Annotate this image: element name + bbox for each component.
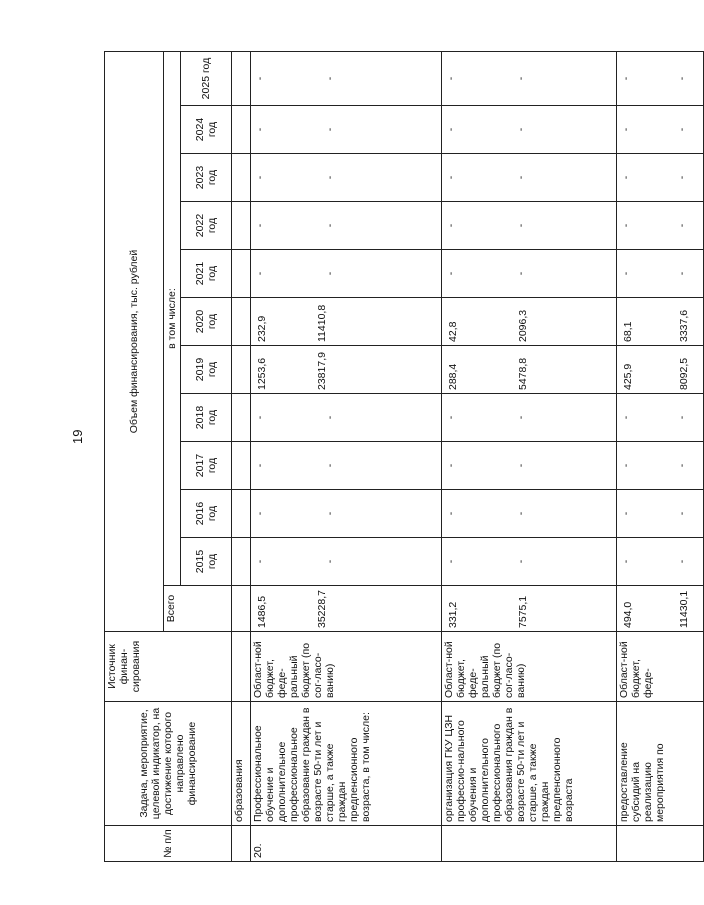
value-federal: -: [515, 415, 527, 420]
row-task: организация ГКУ ЦЗН профессио-нального обучения и дополнительного профессионального образования граждан в возрасте 50-ти лет и старше, а также граждан предпенсионного возраста: [442, 702, 617, 826]
year-cell: [442, 202, 617, 250]
value-federal: -: [676, 223, 688, 228]
value-regional: -: [254, 511, 266, 516]
value-regional: 494,0: [622, 601, 634, 628]
header-total: Всего: [164, 586, 232, 632]
value-regional: -: [445, 76, 457, 81]
value-regional: -: [254, 127, 266, 132]
value-regional: -: [254, 559, 266, 564]
row-source: Област-ной бюджет, феде-ральный бюджет (по сог-ласо-ванию): [442, 632, 617, 702]
year-cell: [251, 250, 442, 298]
value-federal: -: [515, 223, 527, 228]
header-task: Задача, мероприятие, целевой индикатор, на достижение которого направлено финансирование: [105, 702, 232, 826]
header-year: 2017 год: [181, 442, 232, 490]
value-regional: 1253,6: [256, 357, 268, 390]
value-federal: -: [676, 559, 688, 564]
value-federal: -: [515, 271, 527, 276]
year-cell: [251, 538, 442, 586]
year-cell: [442, 154, 617, 202]
year-cell: [617, 106, 704, 154]
value-regional: 1486,5: [256, 595, 268, 628]
header-year: 2019 год: [181, 346, 232, 394]
value-regional: -: [620, 127, 632, 132]
value-federal: 5478,8: [517, 357, 529, 390]
header-year: 2021 год: [181, 250, 232, 298]
value-regional: -: [445, 223, 457, 228]
value-regional: -: [254, 223, 266, 228]
value-federal: -: [324, 175, 336, 180]
value-regional: 331,2: [447, 601, 459, 628]
row-num: [617, 826, 704, 862]
header-source: Источник финан-сирования: [105, 632, 232, 702]
value-federal: -: [515, 511, 527, 516]
value-federal: -: [324, 415, 336, 420]
section-empty: [232, 346, 251, 394]
value-federal: -: [676, 511, 688, 516]
value-federal: -: [515, 127, 527, 132]
year-cell: [442, 442, 617, 490]
header-year: 2016 год: [181, 490, 232, 538]
value-regional: -: [254, 76, 266, 81]
value-regional: -: [620, 223, 632, 228]
value-regional: -: [254, 175, 266, 180]
year-cell: [617, 298, 704, 346]
section-empty: [232, 202, 251, 250]
value-regional: -: [620, 415, 632, 420]
year-cell: [251, 154, 442, 202]
value-regional: 68,1: [622, 321, 634, 342]
value-regional: -: [445, 175, 457, 180]
value-regional: -: [445, 463, 457, 468]
value-federal: 23817,9: [316, 352, 328, 390]
value-federal: -: [676, 271, 688, 276]
value-federal: -: [676, 127, 688, 132]
year-cell: [251, 490, 442, 538]
year-cell: [251, 106, 442, 154]
value-regional: -: [445, 127, 457, 132]
table-row: [251, 52, 442, 862]
header-year: 2024 год: [181, 106, 232, 154]
section-empty: [232, 632, 251, 702]
section-empty: [232, 298, 251, 346]
value-federal: -: [324, 511, 336, 516]
section-label: образования: [232, 702, 251, 826]
value-federal: -: [324, 463, 336, 468]
year-cell: [251, 202, 442, 250]
year-cell: [251, 394, 442, 442]
value-regional: -: [620, 463, 632, 468]
value-federal: -: [515, 559, 527, 564]
value-regional: 42,8: [447, 321, 459, 342]
year-cell: [251, 52, 442, 106]
year-cell: [617, 202, 704, 250]
value-federal: -: [515, 175, 527, 180]
rotated-table-container: [104, 52, 690, 862]
header-num: № п/п: [105, 826, 232, 862]
value-federal: -: [515, 463, 527, 468]
value-regional: -: [620, 271, 632, 276]
year-cell: [442, 52, 617, 106]
value-federal: -: [324, 559, 336, 564]
year-cell: [251, 346, 442, 394]
header-volume: Объем финансирования, тыс. рублей: [105, 52, 164, 632]
section-empty: [232, 52, 251, 106]
value-regional: 425,9: [622, 363, 634, 390]
value-regional: 232,9: [256, 315, 268, 342]
value-federal: -: [324, 271, 336, 276]
year-cell: [442, 346, 617, 394]
section-empty: [232, 250, 251, 298]
year-cell: [617, 346, 704, 394]
page-number: 19: [70, 429, 85, 444]
header-year: 2025 год: [181, 52, 232, 106]
row-source: Област-ной бюджет, феде-ральный бюджет (по сог-ласо-ванию): [251, 632, 442, 702]
year-cell: [442, 298, 617, 346]
value-regional: -: [254, 463, 266, 468]
value-regional: -: [620, 511, 632, 516]
year-cell: [442, 538, 617, 586]
section-empty: [232, 538, 251, 586]
row-task: Профессиональное обучение и дополнительное профессиональное образование граждан в возрасте 50-ти лет и старше, а также граждан предпенсионного возраста, в том числе:: [251, 702, 442, 826]
value-federal: -: [324, 223, 336, 228]
value-regional: -: [620, 76, 632, 81]
year-cell: [251, 442, 442, 490]
row-total: [617, 586, 704, 632]
value-regional: -: [445, 559, 457, 564]
row-total: [442, 586, 617, 632]
year-cell: [251, 298, 442, 346]
section-empty: [232, 490, 251, 538]
year-cell: [617, 52, 704, 106]
year-cell: [442, 106, 617, 154]
table-row: [442, 52, 617, 862]
value-regional: -: [445, 415, 457, 420]
section-empty: [232, 586, 251, 632]
row-task: предоставление субсидий на реализацию мероприятия по: [617, 702, 704, 826]
year-cell: [442, 490, 617, 538]
financing-table: [104, 51, 704, 862]
value-regional: -: [445, 511, 457, 516]
section-empty: [232, 442, 251, 490]
value-federal: 3337,6: [678, 309, 690, 342]
value-federal: 8092,5: [678, 357, 690, 390]
value-regional: -: [254, 271, 266, 276]
value-federal: -: [324, 127, 336, 132]
year-cell: [617, 250, 704, 298]
value-federal: 7575,1: [517, 595, 529, 628]
value-regional: -: [254, 415, 266, 420]
value-federal: -: [676, 76, 688, 81]
section-empty: [232, 154, 251, 202]
value-federal: -: [676, 463, 688, 468]
header-year: 2020 год: [181, 298, 232, 346]
section-empty: [232, 106, 251, 154]
row-total: [251, 586, 442, 632]
table-row: [617, 52, 704, 862]
row-source: Област-ной бюджет, феде-: [617, 632, 704, 702]
value-federal: 11430,1: [678, 590, 690, 628]
value-federal: 11410,8: [316, 304, 328, 342]
value-federal: 35228,7: [316, 590, 328, 628]
year-cell: [617, 442, 704, 490]
section-empty: [232, 394, 251, 442]
header-year: 2022 год: [181, 202, 232, 250]
row-num: [442, 826, 617, 862]
value-regional: -: [445, 271, 457, 276]
value-regional: -: [620, 559, 632, 564]
value-federal: -: [676, 175, 688, 180]
header-year: 2015 год: [181, 538, 232, 586]
header-including: в том числе:: [164, 52, 181, 586]
year-cell: [617, 394, 704, 442]
value-federal: 2096,3: [517, 309, 529, 342]
value-regional: -: [620, 175, 632, 180]
year-cell: [617, 154, 704, 202]
value-federal: -: [676, 415, 688, 420]
section-num-cell: [232, 826, 251, 862]
year-cell: [617, 538, 704, 586]
header-year: 2018 год: [181, 394, 232, 442]
row-num: 20.: [251, 826, 442, 862]
header-year: 2023 год: [181, 154, 232, 202]
year-cell: [442, 250, 617, 298]
year-cell: [442, 394, 617, 442]
year-cell: [617, 490, 704, 538]
value-federal: -: [515, 76, 527, 81]
value-regional: 288,4: [447, 363, 459, 390]
value-federal: -: [324, 76, 336, 81]
